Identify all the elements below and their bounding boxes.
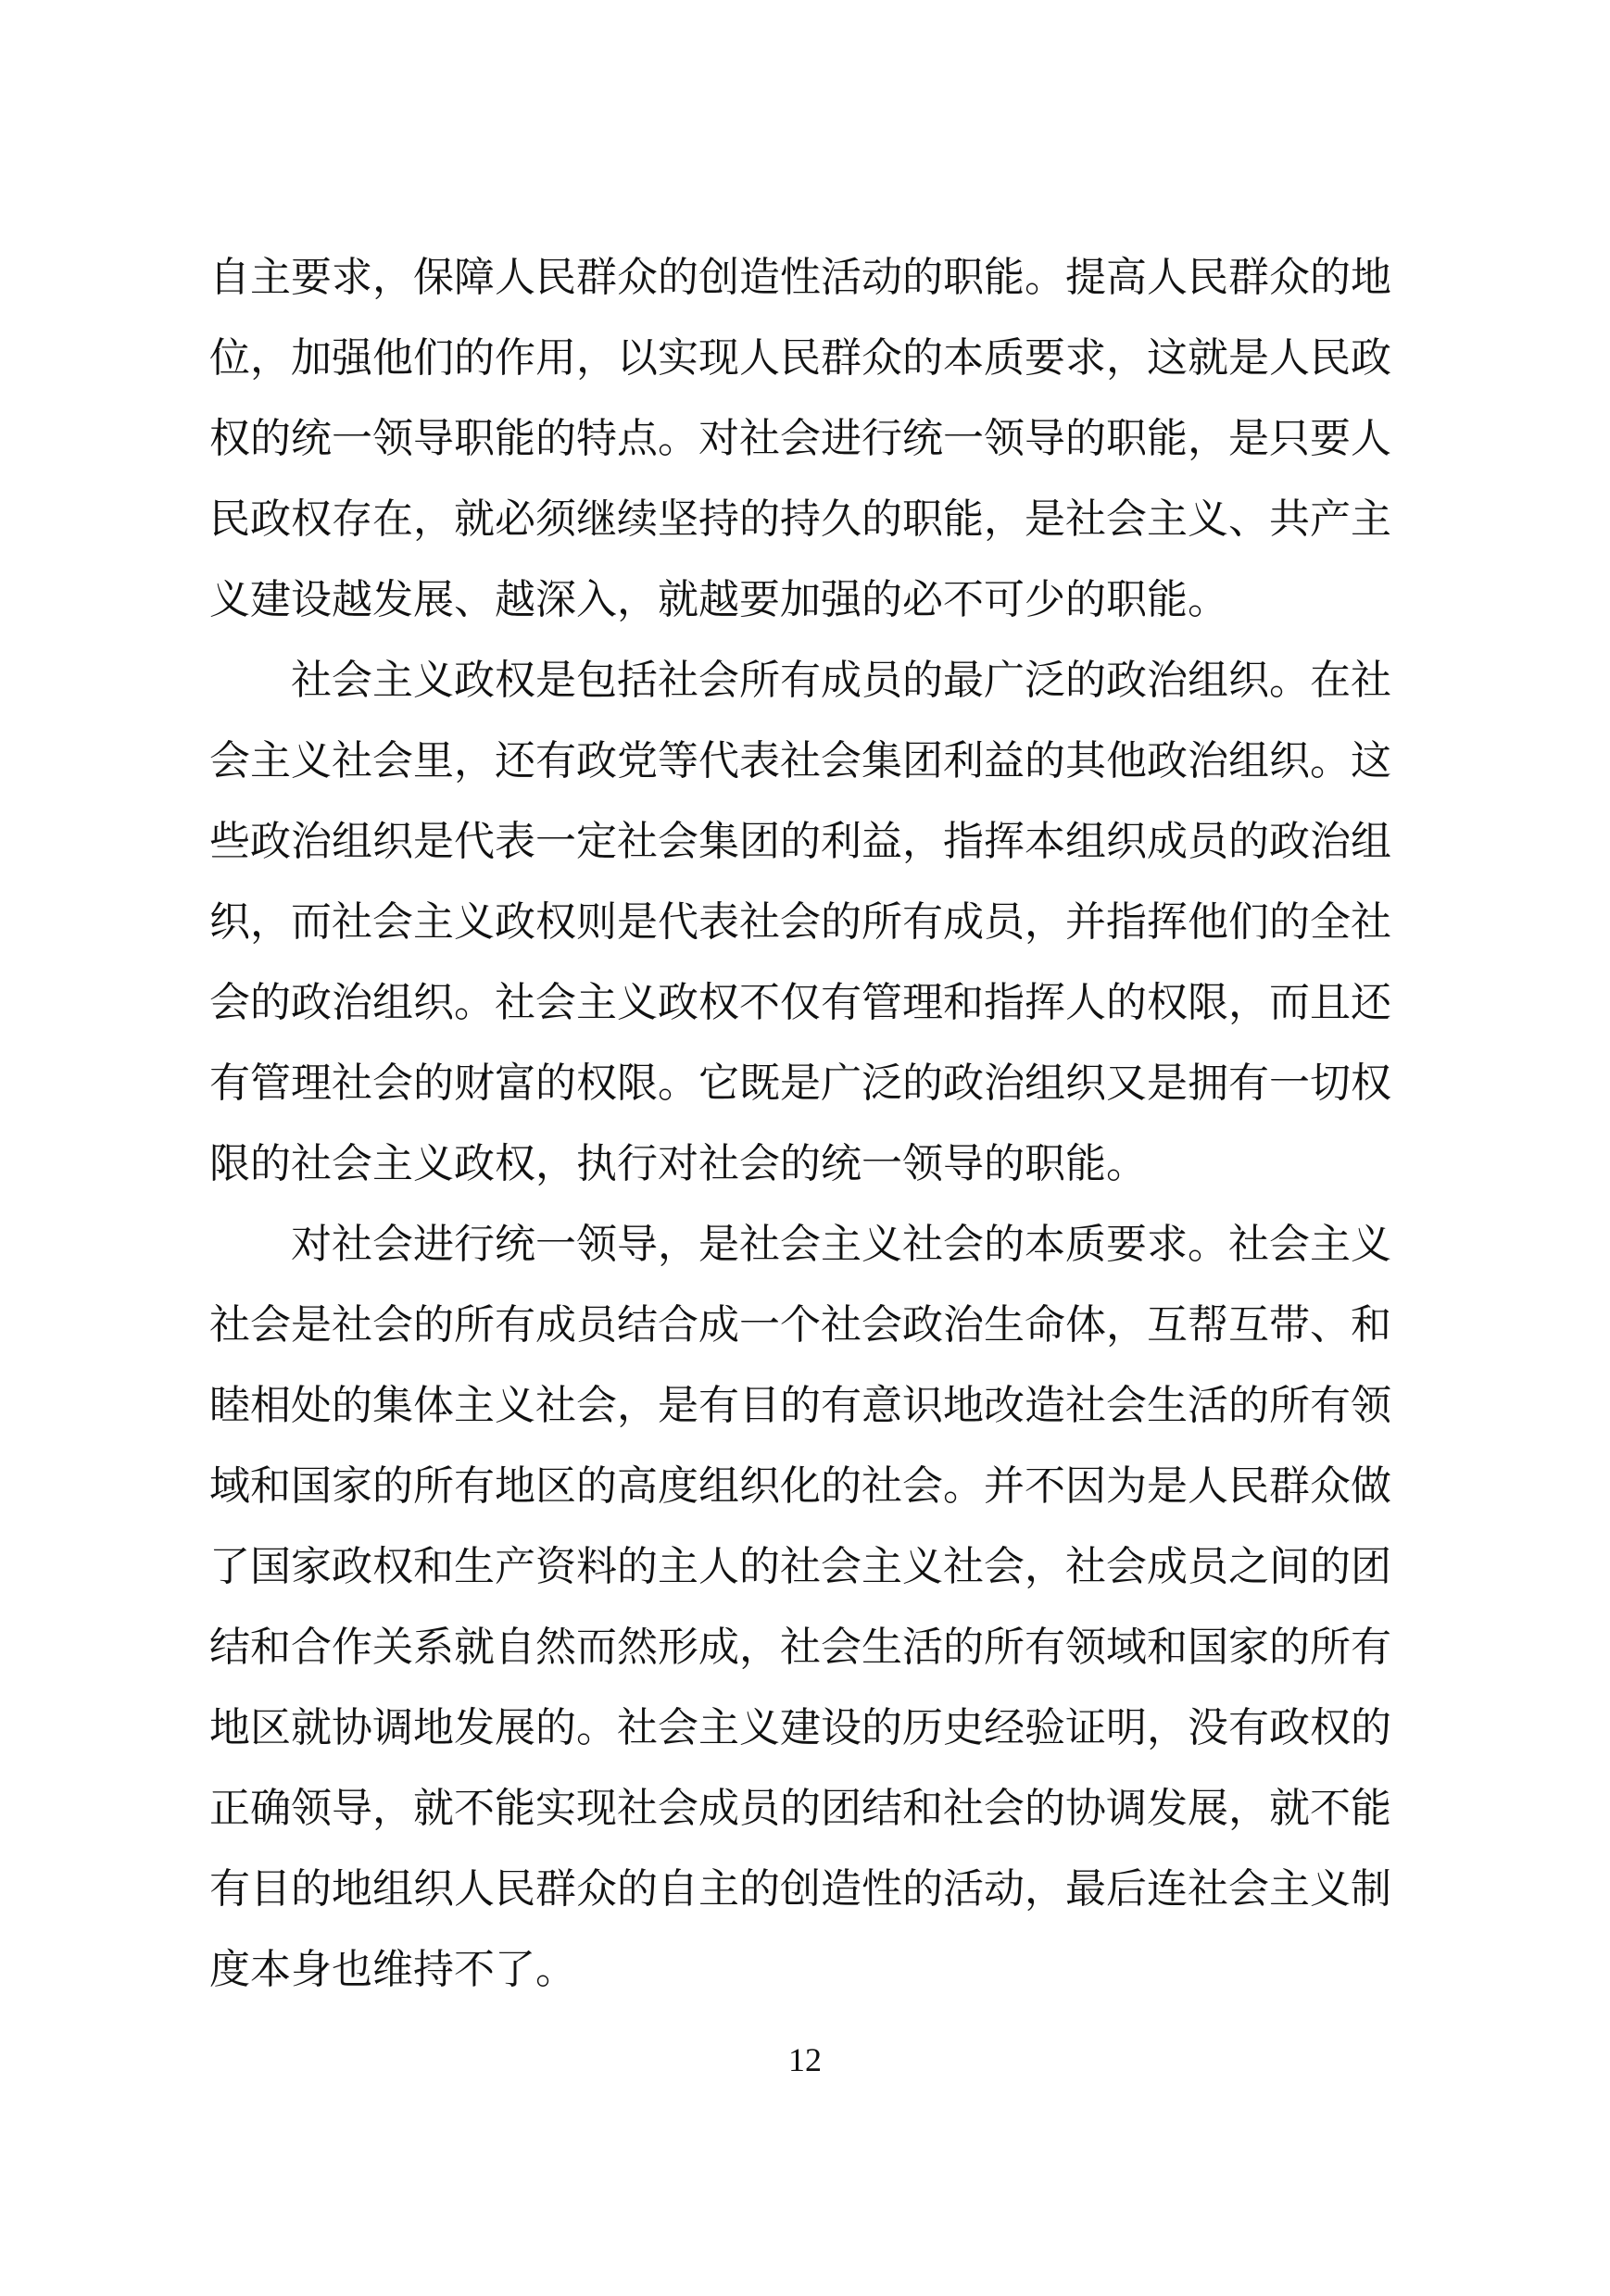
- paragraph-first-line: 对社会进行统一领导，是社会主义社会的本质要求。社会主义: [291, 1221, 1391, 1268]
- text-line: 些政治组织是代表一定社会集团的利益，指挥本组织成员的政治组: [209, 818, 1391, 865]
- text-line: 地区就协调地发展的。社会主义建设的历史经验证明，没有政权的: [209, 1704, 1391, 1751]
- text-line: 织，而社会主义政权则是代表社会的所有成员，并指挥他们的全社: [209, 898, 1391, 946]
- text-line: 结和合作关系就自然而然形成，社会生活的所有领域和国家的所有: [209, 1624, 1391, 1671]
- text-line: 限的社会主义政权，执行对社会的统一领导的职能。: [209, 1140, 1147, 1187]
- text-line: 睦相处的集体主义社会，是有目的有意识地改造社会生活的所有领: [209, 1382, 1391, 1429]
- text-line: 有管理社会的财富的权限。它既是广泛的政治组织又是拥有一切权: [209, 1060, 1391, 1107]
- text-line: 权的统一领导职能的特点。对社会进行统一领导的职能，是只要人: [209, 415, 1391, 462]
- page-number: 12: [788, 2041, 822, 2078]
- text-line: 了国家政权和生产资料的主人的社会主义社会，社会成员之间的团: [209, 1543, 1391, 1590]
- text-line: 义建设越发展、越深入，就越要加强的必不可少的职能。: [209, 576, 1228, 623]
- text-line: 正确领导，就不能实现社会成员的团结和社会的协调发展，就不能: [209, 1785, 1391, 1832]
- text-line: 域和国家的所有地区的高度组织化的社会。并不因为是人民群众做: [209, 1462, 1391, 1510]
- text-line: 会的政治组织。社会主义政权不仅有管理和指挥人的权限，而且还: [209, 979, 1391, 1026]
- text-line: 有目的地组织人民群众的自主的创造性的活动，最后连社会主义制: [209, 1865, 1391, 1913]
- text-line: 民政权存在，就必须继续坚持的持久的职能，是社会主义、共产主: [209, 496, 1391, 543]
- text-line: 会主义社会里，还有政党等代表社会集团利益的其他政治组织。这: [209, 737, 1391, 784]
- paragraph-first-line: 社会主义政权是包括社会所有成员的最广泛的政治组织。在社: [291, 657, 1391, 704]
- text-line: 度本身也维持不了。: [209, 1946, 576, 1993]
- text-line: 位，加强他们的作用，以实现人民群众的本质要求，这就是人民政: [209, 334, 1391, 382]
- text-line: 自主要求，保障人民群众的创造性活动的职能。提高人民群众的地: [209, 254, 1391, 301]
- text-line: 社会是社会的所有成员结合成一个社会政治生命体，互帮互带、和: [209, 1301, 1391, 1349]
